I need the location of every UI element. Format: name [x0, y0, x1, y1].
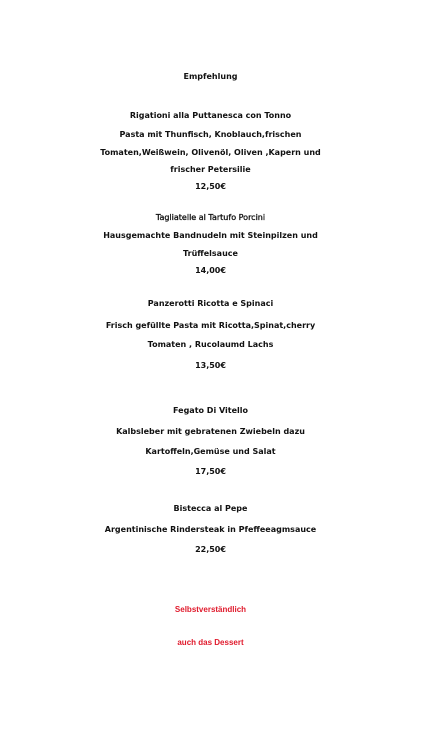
dish-name: Fegato Di Vitello: [173, 406, 248, 415]
dish-description-line: Kartoffeln,Gemüse und Salat: [145, 447, 276, 456]
dish-price: 22,50€: [195, 545, 226, 554]
dish-description-line: Pasta mit Thunfisch, Knoblauch,frischen: [119, 130, 302, 139]
dish-description-line: Kalbsleber mit gebratenen Zwiebeln dazu: [116, 427, 305, 436]
menu-heading: Empfehlung: [183, 72, 238, 81]
dish-name: Rigationi alla Puttanesca con Tonno: [129, 111, 292, 120]
dish-name: Tagliatelle al Tartufo Porcini: [155, 213, 266, 222]
dish-description-line: frischer Petersilie: [170, 165, 251, 174]
dish-price: 17,50€: [195, 467, 226, 476]
dish-description-line: Hausgemachte Bandnudeln mit Steinpilzen und: [103, 231, 318, 240]
dish-description-line: Tomaten,Weißwein, Olivenöl, Oliven ,Kapern und: [100, 148, 321, 157]
dessert-note-line: Selbstverständlich: [174, 605, 247, 614]
dish-price: 12,50€: [195, 182, 226, 191]
dish-name: Bistecca al Pepe: [173, 504, 248, 513]
dish-description-line: Trüffelsauce: [183, 249, 238, 258]
dish-description-line: Frisch gefüllte Pasta mit Ricotta,Spinat,cherry: [105, 321, 316, 330]
dish-description-line: Tomaten , Rucolaumd Lachs: [147, 340, 274, 349]
dessert-note-line: auch das Dessert: [177, 638, 244, 647]
dish-price: 14,00€: [195, 266, 226, 275]
dish-name: Panzerotti Ricotta e Spinaci: [147, 299, 274, 308]
dish-price: 13,50€: [195, 361, 226, 370]
dish-description-line: Argentinische Rindersteak in Pfeffeeagmsauce: [104, 525, 317, 534]
